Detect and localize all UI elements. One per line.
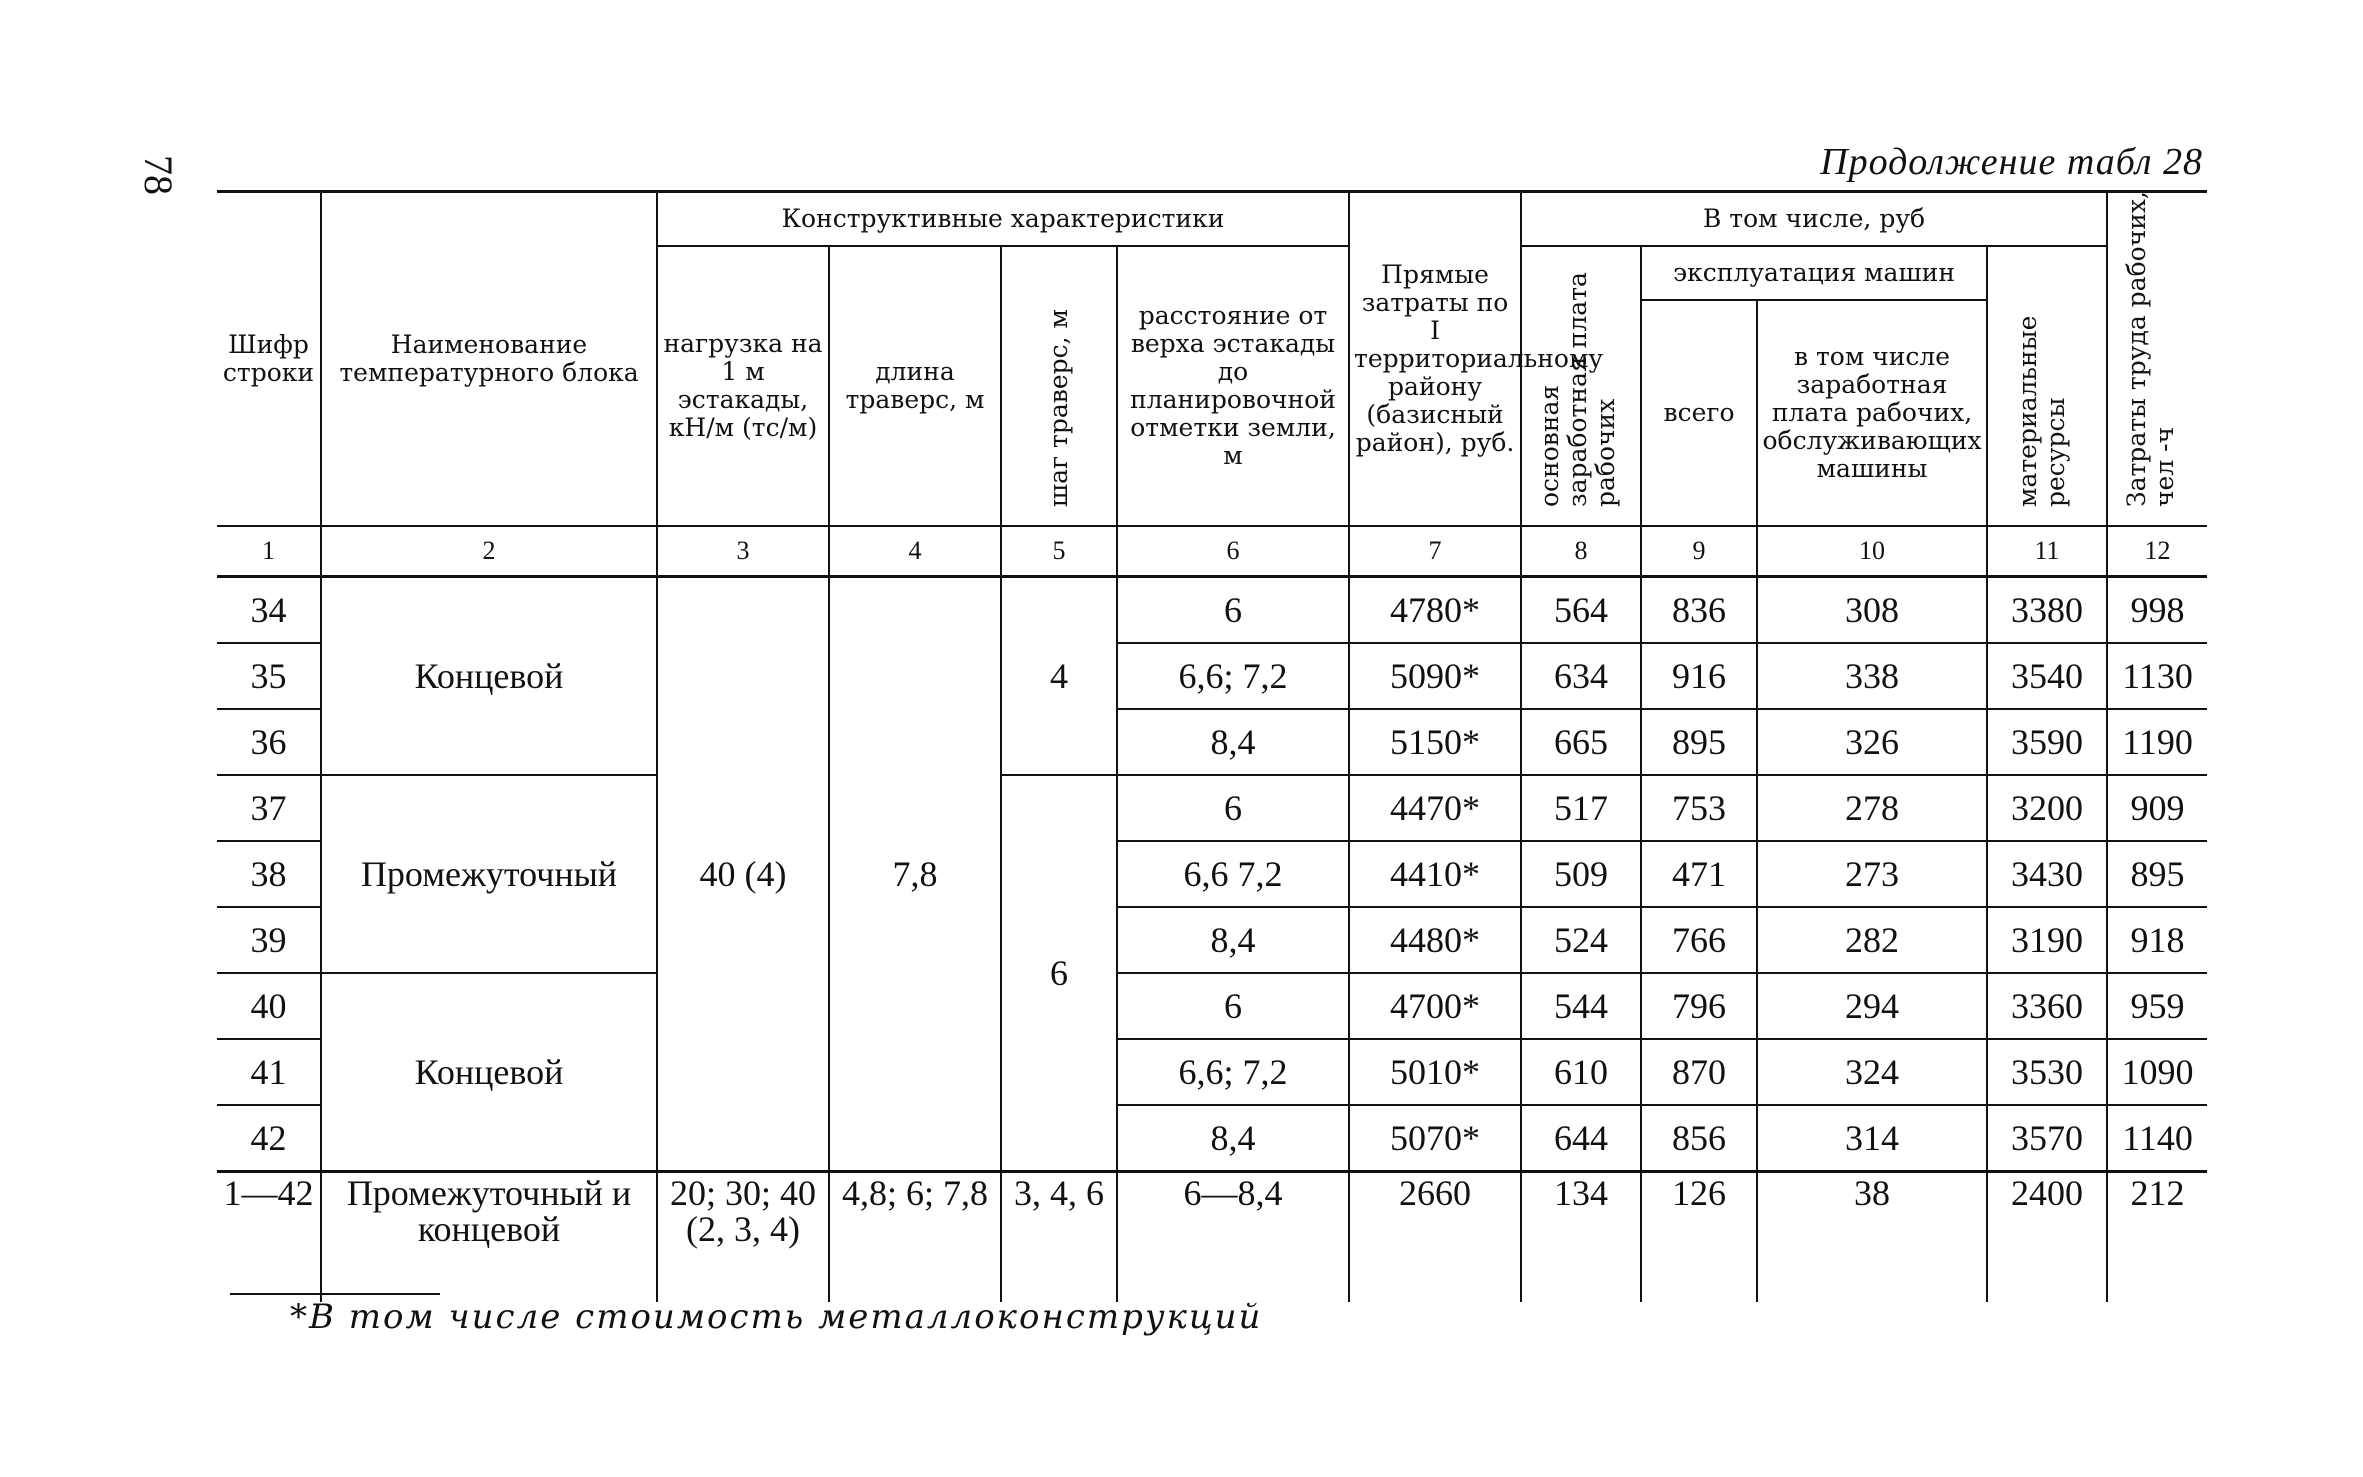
distance-value: 8,4 <box>1117 709 1349 775</box>
machines-wage: 324 <box>1757 1039 1987 1105</box>
materials: 3570 <box>1987 1105 2107 1172</box>
machines-wage: 326 <box>1757 709 1987 775</box>
row-code: 37 <box>217 775 321 841</box>
materials: 3190 <box>1987 907 2107 973</box>
row-code: 34 <box>217 577 321 644</box>
machines-total: 796 <box>1641 973 1757 1039</box>
footnote: *В том числе стоимость металлоконструкций <box>290 1297 1263 1337</box>
materials: 3380 <box>1987 577 2107 644</box>
labor: 918 <box>2107 907 2207 973</box>
load-value: 20; 30; 40 (2, 3, 4) <box>657 1172 829 1303</box>
machines-wage: 294 <box>1757 973 1987 1039</box>
materials: 2400 <box>1987 1172 2107 1303</box>
header-name: Наименование температурного блока <box>321 192 657 527</box>
column-number: 9 <box>1641 526 1757 577</box>
labor: 1140 <box>2107 1105 2207 1172</box>
distance-value: 6,6 7,2 <box>1117 841 1349 907</box>
block-name: Промежуточный <box>321 775 657 973</box>
direct-cost: 5090* <box>1349 643 1521 709</box>
machines-wage: 314 <box>1757 1105 1987 1172</box>
machines-total: 471 <box>1641 841 1757 907</box>
materials: 3590 <box>1987 709 2107 775</box>
table-row <box>217 973 2207 1039</box>
column-number: 11 <box>1987 526 2107 577</box>
machines-wage: 338 <box>1757 643 1987 709</box>
row-code: 35 <box>217 643 321 709</box>
header-machines: эксплуатация машин <box>1641 246 1987 300</box>
distance-value: 6 <box>1117 577 1349 644</box>
base-wage: 517 <box>1521 775 1641 841</box>
header-labor: Затраты труда рабочих, чел -ч <box>2107 192 2207 527</box>
header-load: нагрузка на 1 м эстакады, кН/м (тс/м) <box>657 246 829 526</box>
materials: 3430 <box>1987 841 2107 907</box>
labor: 212 <box>2107 1172 2207 1303</box>
machines-wage: 273 <box>1757 841 1987 907</box>
column-number: 1 <box>217 526 321 577</box>
base-wage: 610 <box>1521 1039 1641 1105</box>
machines-total: 856 <box>1641 1105 1757 1172</box>
table-row <box>217 775 2207 841</box>
row-code: 1—42 <box>217 1172 321 1303</box>
base-wage: 524 <box>1521 907 1641 973</box>
base-wage: 509 <box>1521 841 1641 907</box>
machines-wage: 278 <box>1757 775 1987 841</box>
block-name: Промежуточный и концевой <box>321 1172 657 1303</box>
distance-value: 6 <box>1117 973 1349 1039</box>
header-constructive: Конструктивные характеристики <box>657 192 1349 247</box>
direct-cost: 5070* <box>1349 1105 1521 1172</box>
labor: 909 <box>2107 775 2207 841</box>
base-wage: 644 <box>1521 1105 1641 1172</box>
column-number: 3 <box>657 526 829 577</box>
header-including: В том числе, руб <box>1521 192 2107 247</box>
distance-value: 6,6; 7,2 <box>1117 1039 1349 1105</box>
labor: 895 <box>2107 841 2207 907</box>
labor: 1130 <box>2107 643 2207 709</box>
direct-cost: 2660 <box>1349 1172 1521 1303</box>
machines-total: 870 <box>1641 1039 1757 1105</box>
materials: 3540 <box>1987 643 2107 709</box>
machines-wage: 308 <box>1757 577 1987 644</box>
distance-value: 8,4 <box>1117 907 1349 973</box>
direct-cost: 4780* <box>1349 577 1521 644</box>
distance-value: 6 <box>1117 775 1349 841</box>
direct-cost: 4410* <box>1349 841 1521 907</box>
step-value: 3, 4, 6 <box>1001 1172 1117 1303</box>
table-row-total <box>217 1172 2207 1303</box>
row-code: 42 <box>217 1105 321 1172</box>
row-code: 38 <box>217 841 321 907</box>
materials: 3360 <box>1987 973 2107 1039</box>
row-code: 41 <box>217 1039 321 1105</box>
machines-total: 126 <box>1641 1172 1757 1303</box>
column-number: 8 <box>1521 526 1641 577</box>
distance-value: 6,6; 7,2 <box>1117 643 1349 709</box>
table-row <box>217 577 2207 644</box>
base-wage: 544 <box>1521 973 1641 1039</box>
header-machines-wage: в том числе заработная плата рабочих, обслуживающих машины <box>1757 300 1987 526</box>
column-number: 4 <box>829 526 1001 577</box>
labor: 959 <box>2107 973 2207 1039</box>
page-number: 78 <box>136 155 181 195</box>
header-base-wage: основная заработная плата рабочих <box>1521 246 1641 526</box>
column-number: 10 <box>1757 526 1987 577</box>
row-code: 36 <box>217 709 321 775</box>
base-wage: 134 <box>1521 1172 1641 1303</box>
header-distance: расстояние от верха эстакады до планировочной отметки земли, м <box>1117 246 1349 526</box>
column-number: 5 <box>1001 526 1117 577</box>
direct-cost: 4480* <box>1349 907 1521 973</box>
header-direct-costs: Прямые затраты по I территориальному району (базисный район), руб. <box>1349 192 1521 527</box>
direct-cost: 5150* <box>1349 709 1521 775</box>
row-code: 40 <box>217 973 321 1039</box>
column-number: 12 <box>2107 526 2207 577</box>
length-value: 4,8; 6; 7,8 <box>829 1172 1001 1303</box>
base-wage: 665 <box>1521 709 1641 775</box>
row-code: 39 <box>217 907 321 973</box>
load-value: 40 (4) <box>657 577 829 1172</box>
step-value: 6 <box>1001 775 1117 1172</box>
machines-wage: 282 <box>1757 907 1987 973</box>
block-name: Концевой <box>321 973 657 1172</box>
machines-total: 895 <box>1641 709 1757 775</box>
cost-table <box>217 190 2207 1302</box>
machines-total: 766 <box>1641 907 1757 973</box>
length-value: 7,8 <box>829 577 1001 1172</box>
distance-value: 8,4 <box>1117 1105 1349 1172</box>
step-value: 4 <box>1001 577 1117 776</box>
distance-value: 6—8,4 <box>1117 1172 1349 1303</box>
header-materials: материальные ресурсы <box>1987 246 2107 526</box>
machines-wage: 38 <box>1757 1172 1987 1303</box>
materials: 3200 <box>1987 775 2107 841</box>
materials: 3530 <box>1987 1039 2107 1105</box>
labor: 998 <box>2107 577 2207 644</box>
header-code: Шифр строки <box>217 192 321 527</box>
machines-total: 753 <box>1641 775 1757 841</box>
footnote-divider <box>230 1293 440 1295</box>
column-number: 7 <box>1349 526 1521 577</box>
header-machines-total: всего <box>1641 300 1757 526</box>
block-name: Концевой <box>321 577 657 776</box>
header-step: шаг траверс, м <box>1001 246 1117 526</box>
table-caption: Продолжение табл 28 <box>1820 141 2203 183</box>
direct-cost: 4700* <box>1349 973 1521 1039</box>
column-number: 6 <box>1117 526 1349 577</box>
direct-cost: 5010* <box>1349 1039 1521 1105</box>
labor: 1190 <box>2107 709 2207 775</box>
header-length: длина траверс, м <box>829 246 1001 526</box>
labor: 1090 <box>2107 1039 2207 1105</box>
base-wage: 564 <box>1521 577 1641 644</box>
column-number: 2 <box>321 526 657 577</box>
machines-total: 916 <box>1641 643 1757 709</box>
base-wage: 634 <box>1521 643 1641 709</box>
direct-cost: 4470* <box>1349 775 1521 841</box>
machines-total: 836 <box>1641 577 1757 644</box>
